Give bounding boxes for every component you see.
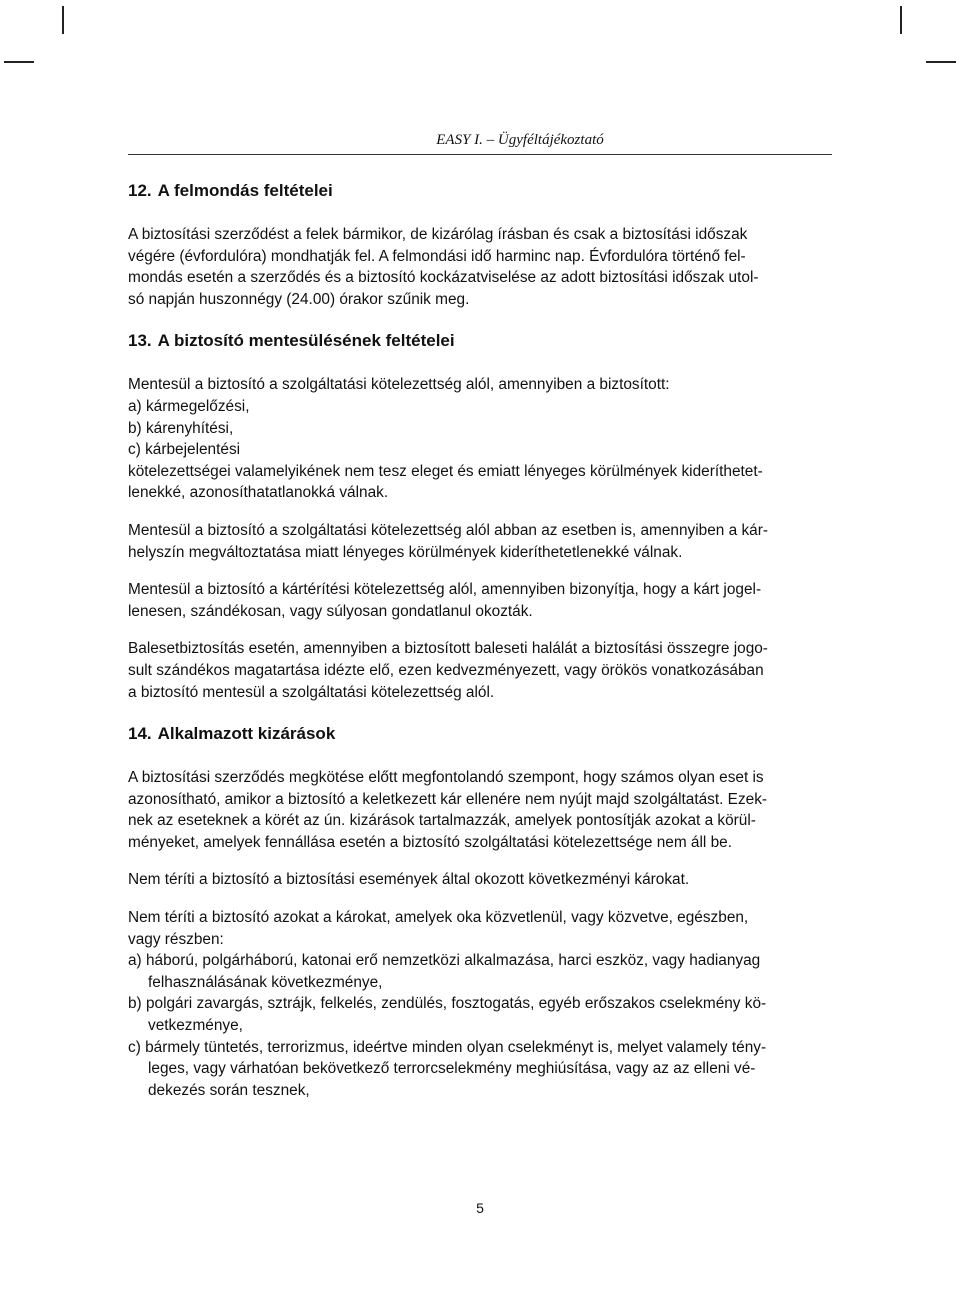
text-line: Nem téríti a biztosító a biztosítási események által okozott következményi károkat. [128, 871, 690, 889]
section-number: 12. [128, 181, 152, 200]
section-heading-13 [128, 330, 834, 352]
paragraph [128, 869, 834, 891]
text-line: Mentesül a biztosító a kártérítési kötelezettség alól, amennyiben bizonyítja, hogy a kárt jogel- [128, 581, 762, 599]
text-line: azonosítható, amikor a biztosító a keletkezett kár ellenére nem nyújt majd szolgáltatást. Ezek- [128, 790, 768, 808]
page-number: 5 [476, 1200, 484, 1216]
section-title: A biztosító mentesülésének feltételei [157, 331, 455, 351]
list-item: a) kármegelőzési, [128, 397, 250, 415]
paragraph [128, 767, 834, 853]
text-line: a biztosító mentesül a szolgáltatási kötelezettség alól. [128, 683, 495, 701]
text-line: sult szándékos magatartása idézte elő, ezen kedvezményezett, vagy örökös vonatkozásában [128, 661, 764, 679]
text-line: nek az eseteknek a körét az ún. kizárások tartalmazzák, amelyek pontosítják azokat a körül- [128, 812, 756, 830]
paragraph [128, 520, 834, 563]
text-line: Mentesül a biztosító a szolgáltatási kötelezettség alól, amennyiben a biztosított: [128, 376, 670, 394]
paragraph [128, 579, 834, 622]
paragraph [128, 224, 834, 310]
paragraph [128, 638, 834, 703]
list-item-continuation: dekezés során tesznek, [148, 1081, 310, 1099]
text-line: Balesetbiztosítás esetén, amennyiben a biztosított baleseti halálát a biztosítási összegre jogo- [128, 640, 768, 658]
list-item: c) bármely tüntetés, terrorizmus, ideértve minden olyan cselekményt is, melyet valamely tény- [128, 1038, 767, 1056]
section-number: 14. [128, 724, 152, 744]
text-line: helyszín megváltoztatása miatt lényeges körülmények kideríthetetlenekké válnak. [128, 543, 683, 561]
list-item: b) polgári zavargás, sztrájk, felkelés, zendülés, fosztogatás, egyéb erőszakos cselekmény kö- [128, 995, 767, 1013]
section-heading-12 [128, 180, 834, 202]
crop-mark [926, 61, 956, 63]
section-title: A felmondás feltételei [157, 181, 333, 200]
list-item-continuation: vetkezménye, [148, 1017, 243, 1035]
list-item: b) kárenyhítési, [128, 419, 234, 437]
exclusion-list [128, 907, 834, 1101]
text-line: A biztosítási szerződést a felek bármikor, de kizárólag írásban és csak a biztosítási időszak [128, 226, 748, 243]
text-line: kötelezettségei valamelyikének nem tesz eleget és emiatt lényeges körülmények kideríthetet- [128, 462, 763, 480]
text-line: A biztosítási szerződés megkötése előtt megfontolandó szempont, hogy számos olyan eset is [128, 769, 764, 787]
crop-mark [900, 6, 902, 34]
text-line: Mentesül a biztosító a szolgáltatási kötelezettség alól abban az esetben is, amennyiben a kár- [128, 521, 768, 539]
page-content [128, 168, 834, 1101]
list-item-continuation: felhasználásának következménye, [148, 973, 383, 991]
running-header: EASY I. – Ügyféltájékoztató [436, 132, 604, 148]
text-line: végére (évfordulóra) mondhatják fel. A felmondási idő harminc nap. Évfordulóra történő fel- [128, 247, 746, 265]
header-rule [128, 154, 832, 155]
text-line: ményeket, amelyek fennállása esetén a biztosító szolgáltatási kötelezettsége nem áll be. [128, 833, 732, 851]
text-line: lenesen, szándékosan, vagy súlyosan gondatlanul okozták. [128, 602, 533, 620]
text-line: lenekké, azonosíthatatlanokká válnak. [128, 484, 389, 502]
text-line: mondás esetén a szerződés és a biztosító kockázatviselése az adott biztosítási időszak utol- [128, 269, 759, 287]
list-item: a) háború, polgárháború, katonai erő nemzetközi alkalmazása, harci eszköz, vagy hadianyag [128, 952, 761, 970]
section-heading-14 [128, 723, 834, 745]
text-line: vagy részben: [128, 930, 224, 948]
text-line: Nem téríti a biztosító azokat a károkat, amelyek oka közvetlenül, vagy közvetve, egészben, [128, 909, 749, 927]
section-number: 13. [128, 331, 152, 351]
paragraph [128, 374, 834, 504]
text-line: só napján huszonnégy (24.00) órakor szűnik meg. [128, 290, 470, 308]
crop-mark [62, 6, 64, 34]
crop-mark [4, 61, 34, 63]
list-item: c) kárbejelentési [128, 441, 241, 459]
list-item-continuation: leges, vagy várhatóan bekövetkező terrorcselekmény meghiúsítása, vagy az az elleni vé- [148, 1060, 756, 1078]
section-title: Alkalmazott kizárások [157, 724, 336, 744]
